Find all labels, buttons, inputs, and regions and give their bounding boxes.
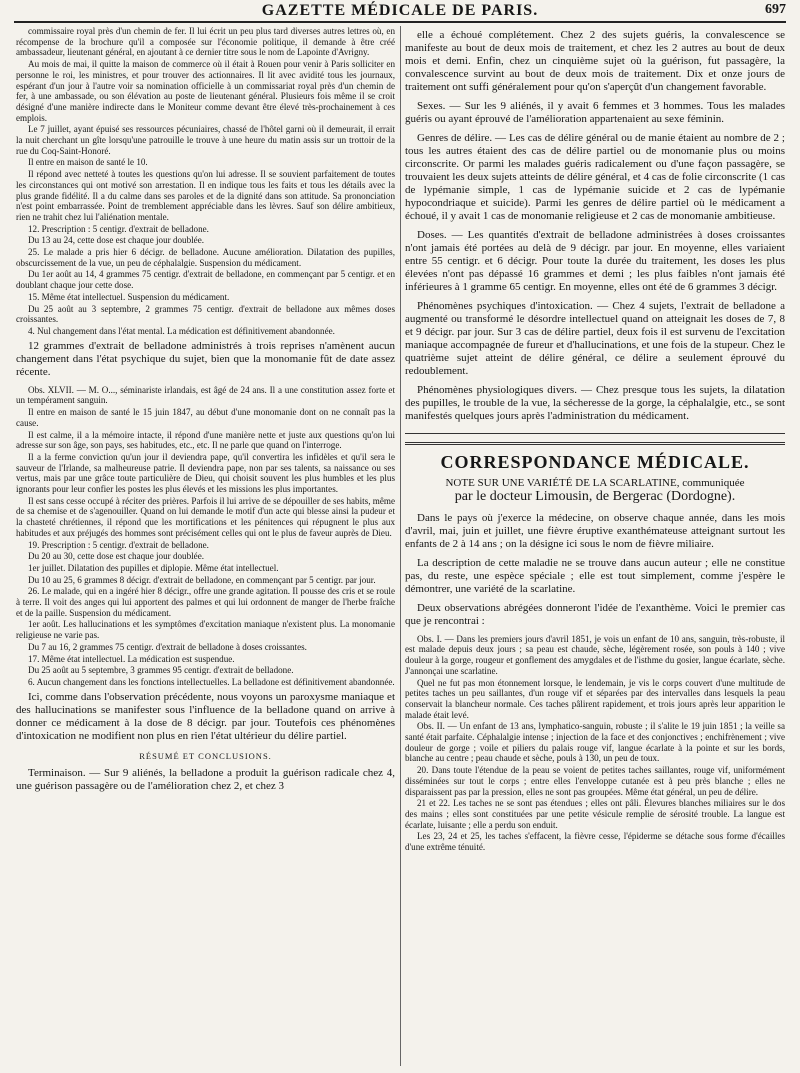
paragraph: 26. Le malade, qui en a ingéré hier 8 décigr., offre une grande agitation. Il pousse des cris et se roule à terre. Il voit des anges qui lui apportent des palmes et qui lui ordonnent de manger de l'herbe fraîche et de la paille. Suspension du médicament.: [16, 586, 395, 618]
paragraph: Au mois de mai, il quitte la maison de commerce où il était à Rouen pour venir à Paris solliciter en personne le roi, les ministres, et pour trouver des actionnaires. Il lit avec avidité tous les journaux, espérant d'un jour à l'autre voir sa nomination officielle à un commissariat royal près d'un chemin de fer, à une ambassade, ou son élévation au poste de lieutenant général. Plusieurs fois même il se croit désigné d'une manière indirecte dans le Moniteur comme devant être élevé très-prochainement à ces emplois.: [16, 59, 395, 123]
page-number: 697: [765, 2, 786, 17]
paragraph: Dans le pays où j'exerce la médecine, on observe chaque année, dans les mois d'avril, mai, juin et juillet, une fièvre éruptive exanthémateuse atteignant surtout les enfants de 2 à 14 ans ; on la désigne ici sous le nom de fièvre miliaire.: [405, 511, 785, 550]
subheading: RÉSUMÉ ET CONCLUSIONS.: [139, 750, 272, 761]
paragraph: Quel ne fut pas mon étonnement lorsque, le lendemain, je vis le corps couvert d'une multitude de petites taches un peu saillantes, d'un rouge vif et séparées par des intervalles dans lesquels la peau conservait la blancheur normale. Ces taches pâlirent rapidement, et trois jours après leur apparition le malade était levé.: [405, 677, 785, 720]
paragraph: Les 23, 24 et 25, les taches s'effacent, la fièvre cesse, l'épiderme se détache sous forme d'écailles d'une extrême ténuité.: [405, 831, 785, 853]
header-rule: [14, 21, 786, 23]
paragraph: 15. Même état intellectuel. Suspension du médicament.: [28, 291, 230, 302]
running-title: GAZETTE MÉDICALE DE PARIS.: [261, 2, 539, 19]
paragraph: Terminaison. — Sur 9 aliénés, la belladone a produit la guérison radicale chez 4, une guérison passagère ou de l'amélioration chez 2, et chez 3: [16, 767, 395, 793]
paragraph: 20. Dans toute l'étendue de la peau se voient de petites taches saillantes, rouge vif, uniformément disséminées sur tout le corps ; entre elles l'enveloppe cutanée est à peu près blanche ; elles ne disparaissent pas par la pression, elles ne sont pas groupées. Même état général, un peu de délire.: [405, 765, 785, 797]
paragraph: 1er juillet. Dilatation des pupilles et diplopie. Même état intellectuel.: [28, 562, 279, 573]
paragraph: Obs. I. — Dans les premiers jours d'avril 1851, je vois un enfant de 10 ans, sanguin, très-robuste, il est malade depuis deux jours ; sa peau est chaude, sèche, légèrement rosée, son pouls à 140 ; vive douleur à la gorge, rougeur et gonflement des amygdales et de l'isthme du gosier, langue écarlate, sèche. J'annonçai une scarlatine.: [405, 633, 785, 676]
note-title: [405, 476, 785, 504]
paragraph: 17. Même état intellectuel. La médication est suspendue.: [28, 653, 235, 664]
paragraph: Du 10 au 25, 6 grammes 8 décigr. d'extrait de belladone, en commençant par 5 centigr. par jour.: [28, 574, 376, 585]
note-title-line1: NOTE SUR UNE VARIÉTÉ DE LA SCARLATINE, communiquée: [445, 476, 745, 489]
paragraph: Du 20 au 30, cette dose est chaque jour doublée.: [28, 551, 205, 562]
paragraph: 12. Prescription : 5 centigr. d'extrait de belladone.: [28, 223, 209, 234]
paragraph: Deux observations abrégées donneront l'idée de l'exanthème. Voici le premier cas que je rencontrai :: [405, 601, 785, 627]
paragraph: Ici, comme dans l'observation précédente, nous voyons un paroxysme maniaque et des hallucinations se manifester sous l'influence de la belladone quand on arrive à donner ce médicament à la dose de 8 décigr. par jour. Toutefois ces phénomènes d'intoxication ne modifient non plus en rien l'état ultérieur du délire partiel.: [16, 690, 395, 742]
paragraph: Phénomènes physiologiques divers. — Chez presque tous les sujets, la dilatation des pupilles, le trouble de la vue, la sécheresse de la gorge, la céphalalgie, etc., se sont manifestés quelques jours après l'administration du médicament.: [405, 384, 785, 422]
right-column: [405, 26, 785, 1066]
section-rule: [405, 433, 785, 434]
paragraph: Du 1er août au 14, 4 grammes 75 centigr. d'extrait de belladone, en commençant par 5 centigr. et en doublant chaque jour cette dose.: [16, 269, 395, 291]
paragraph: 21 et 22. Les taches ne se sont pas étendues ; elles ont pâli. Élevures blanches miliaires sur le dos des mains ; elles sont constituées par une petite vésicule remplie de sérosité trouble. La langue est écarlate, luisante ; elle a perdu son enduit.: [405, 798, 785, 830]
paragraph: Phénomènes psychiques d'intoxication. — Chez 4 sujets, l'extrait de belladone a augmenté ou transformé le désordre intellectuel quand on atteignait les doses de 7, 8 et 9 décigr. par jour. Sur 3 cas de délire partiel, deux fois il est survenu de l'excitation maniaque accompagnée de fureur et d'hallucinations, et une fois de la stupeur. Chez le quatrième sujet atteint de délire général, ce délire a seulement éprouvé du redoublement.: [405, 300, 785, 377]
paragraph: Il a la ferme conviction qu'un jour il deviendra pape, qu'il convertira les infidèles et qu'il sera le sauveur de l'Irlande, sa malheureuse patrie. Il deviendra pape, non par ses talents, sa naissance ou ses vertus, mais par une grâce toute particulière de Dieu, qui choisit souvent les plus humbles et les plus ignorants pour leur confier les postes les plus élevés et les missions les plus importantes.: [16, 451, 395, 495]
paragraph: 6. Aucun changement dans les fonctions intellectuelles. La belladone est définitivement abandonnée.: [28, 676, 395, 687]
paragraph: Il entre en maison de santé le 15 juin 1847, au début d'une monomanie dont on ne connaît pas la cause.: [16, 407, 395, 428]
right-column-top: [405, 29, 785, 423]
paragraph: Du 7 au 16, 2 grammes 75 centigr. d'extrait de belladone à doses croissantes.: [28, 641, 307, 652]
paragraph: 19. Prescription : 5 centigr. d'extrait de belladone.: [28, 539, 209, 550]
paragraph: Obs. XLVII. — M. O..., séminariste irlandais, est âgé de 24 ans. Il a une constitution assez forte et un tempérament sanguin.: [16, 384, 395, 406]
paragraph: Obs. II. — Un enfant de 13 ans, lymphatico-sanguin, robuste ; il s'alite le 19 juin 1851 ; la veille sa santé était parfaite. Céphalalgie intense ; injection de la face et des conjonctives ; enchifrènement ; vive douleur de gorge ; voile et piliers du palais rouge vif, langue écarlate à la pointe et sur les bords, blanche au centre ; peau chaude et sèche, pouls à 130, un peu de toux.: [405, 721, 785, 764]
paragraph: elle a échoué complétement. Chez 2 des sujets guéris, la convalescence se manifeste au bout de deux mois de traitement, et chez les 2 autres au bout de deux mois et demi. Enfin, chez un cinquième sujet où la guérison, fut passagère, la convalescence survint au bout de deux mois de traitement. Dix et onze jours de traitement ont suffi généralement pour qu'on s'aperçût d'un changement favorable.: [405, 29, 785, 93]
column-divider: [400, 26, 401, 1066]
paragraph: Il est sans cesse occupé à réciter des prières. Parfois il lui arrive de se dépouiller de ses habits, même de sa chemise et de s'agenouiller. Quand on lui demande le motif d'un acte qui blesse ainsi la pudeur et la chasteté chrétiennes, il répond que les mortifications et les pénitences qui répugnent le plus aux habitudes et aux préjugés des hommes sont précisément celles qui ont le plus de faveur auprès de Dieu.: [16, 495, 395, 538]
paragraph: Du 13 au 24, cette dose est chaque jour doublée.: [28, 235, 205, 246]
paragraph: 4. Nul changement dans l'état mental. La médication est définitivement abandonnée.: [28, 325, 335, 336]
note-title-line2: par le docteur Limousin, de Bergerac (Dordogne).: [454, 488, 736, 504]
paragraph: Du 25 août au 3 septembre, 2 grammes 75 centigr. d'extrait de belladone aux mêmes doses croissantes.: [16, 303, 395, 325]
paragraph: commissaire royal près d'un chemin de fer. Il lui écrit un peu plus tard diverses autres lettres où, en récompense de la brochure qu'il a composée sur l'économie politique, il demande à être créé ambassadeur, lieutenant général, en ajoutant à ce dernier titre sous le nom de Lapointe d'Avrigny.: [16, 26, 395, 58]
paragraph: Genres de délire. — Les cas de délire général ou de manie étaient au nombre de 2 ; tous les autres étaient des cas de délire partiel ou de monomanie plus ou moins circonscrite. Or parmi les malades guéris radicalement ou d'une façon passagère, se trouvaient les deux sujets atteints de délire général, et 4 cas de folie circonscrite (1 cas de lypémanie simple, 1 cas de lypémanie suicide et 2 cas de lypémanie hypocondriaque et suicide). Parmi les genres de délire partiel où le médicament a échoué, il y avait 1 cas de monomanie religieuse et 2 cas de monomanie ambitieuse.: [405, 132, 785, 222]
section-double-rule: [405, 442, 785, 445]
paragraph: Sexes. — Sur les 9 aliénés, il y avait 6 femmes et 3 hommes. Tous les malades guéris ou ayant éprouvé de l'amélioration appartenaient au sexe féminin.: [405, 100, 785, 125]
section-title: CORRESPONDANCE MÉDICALE.: [440, 452, 750, 472]
paragraph: Le 7 juillet, ayant épuisé ses ressources pécuniaires, chassé de l'hôtel garni où il demeurait, il errait la nuit cherchant un gîte lorsqu'une patrouille le trouve à une heure du matin assis sur un trottoir de la rue du Coq-Saint-Honoré.: [16, 124, 395, 156]
paragraph: 1er août. Les hallucinations et les symptômes d'excitation maniaque n'existent plus. La monomanie religieuse ne varie pas.: [16, 619, 395, 641]
right-column-bottom: [405, 512, 785, 853]
paragraph: Il est calme, il a la mémoire intacte, il répond d'une manière nette et juste aux questions qu'on lui adresse sur son âge, son pays, ses habitudes, etc., etc. Il ne parle que quand on l'interroge.: [16, 429, 395, 451]
page-header: [14, 0, 786, 22]
paragraph: La description de cette maladie ne se trouve dans aucun auteur ; elle ne constitue pas, du reste, une espèce spéciale ; elle est tout simplement, comme j'espère le démontrer, une variété de la scarlatine.: [405, 556, 785, 595]
paragraph: Doses. — Les quantités d'extrait de belladone administrées à doses croissantes n'ont jamais été portées au delà de 9 décigr. par jour. En moyenne, elles variaient entre 55 centigr. et 6 décigr. Pour toute la durée du traitement, les doses les plus élevées n'ont pas dépassé 16 grammes et demi ; les plus faibles n'ont jamais été inférieures à 1 gramme 65 centigr. En moyenne, elles ont été de 6 grammes 3 décigr.: [405, 229, 785, 293]
left-column: [16, 26, 395, 1066]
paragraph: Il entre en maison de santé le 10.: [28, 157, 148, 168]
paragraph: 12 grammes d'extrait de belladone administrés à trois reprises n'amènent aucun changement dans l'état psychique du sujet, bien que la monomanie fût de date assez récente.: [16, 339, 395, 378]
paragraph: 25. Le malade a pris hier 6 décigr. de belladone. Aucune amélioration. Dilatation des pupilles, obscurcissement de la vue, un peu de céphalalgie. Suspension du médicament.: [16, 247, 395, 268]
paragraph: Du 25 août au 5 septembre, 3 grammes 95 centigr. d'extrait de belladone.: [28, 665, 294, 676]
paragraph: Il répond avec netteté à toutes les questions qu'on lui adresse. Il se souvient parfaitement de toutes les circonstances qui ont motivé son arrestation. Il en indique tous les faits et tous les détails avec la plus grande fidélité. Il a du calme dans ses paroles et de la dignité dans son attitude. Sa prononciation n'est point embarrassée. Point de tremblement appréciable dans les lèvres. Sauf son délire ambitieux, rien ne trahit chez lui l'aliénation mentale.: [16, 169, 395, 222]
